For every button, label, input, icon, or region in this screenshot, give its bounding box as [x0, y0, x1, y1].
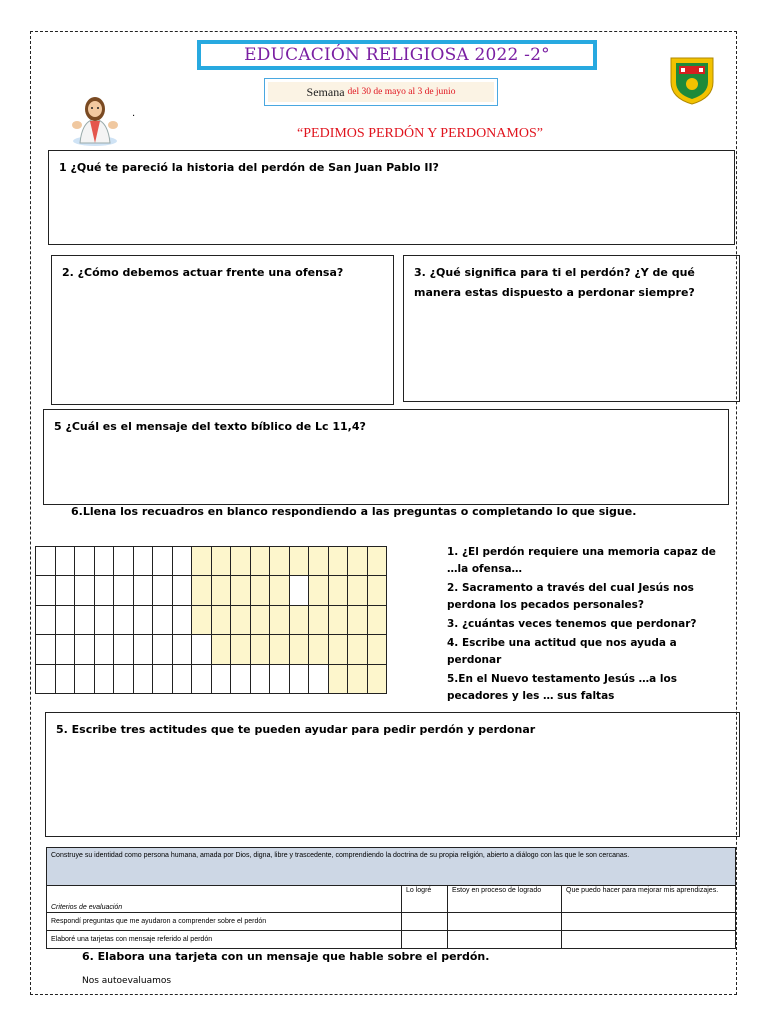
crossword-grid: [35, 546, 387, 694]
week-banner: [264, 78, 498, 106]
crossword-cell[interactable]: [348, 635, 368, 664]
col-in-progress: Estoy en proceso de logrado: [448, 886, 562, 913]
crossword-cell[interactable]: [153, 547, 173, 576]
crossword-cell[interactable]: [289, 605, 309, 634]
crossword-cell[interactable]: [114, 664, 134, 693]
crossword-cell[interactable]: [289, 635, 309, 664]
crossword-cell[interactable]: [192, 664, 212, 693]
week-dates: del 30 de mayo al 3 de junio: [347, 87, 456, 97]
crossword-cell[interactable]: [309, 664, 329, 693]
crossword-cell[interactable]: [289, 576, 309, 605]
week-label: Semana: [306, 84, 345, 99]
crossword-cell[interactable]: [367, 576, 387, 605]
crossword-cell[interactable]: [211, 547, 231, 576]
crossword-cell[interactable]: [309, 605, 329, 634]
crossword-cell[interactable]: [250, 605, 270, 634]
lesson-subtitle: “PEDIMOS PERDÓN Y PERDONAMOS”: [297, 126, 543, 141]
crossword-cell[interactable]: [348, 576, 368, 605]
crossword-cell[interactable]: [192, 635, 212, 664]
clue-2: 2. Sacramento a través del cual Jesús nos perdona los pecados personales?: [447, 582, 694, 611]
crossword-cell[interactable]: [270, 664, 290, 693]
question-2-text: 2. ¿Cómo debemos actuar frente una ofensa?: [62, 266, 344, 279]
col-improve: Que puedo hacer para mejorar mis aprendizajes.: [562, 886, 736, 913]
crossword-cell[interactable]: [270, 605, 290, 634]
improve-cell[interactable]: [562, 931, 736, 949]
crossword-cell[interactable]: [367, 605, 387, 634]
crossword-cell[interactable]: [211, 635, 231, 664]
crossword-cell[interactable]: [133, 547, 153, 576]
criteria-row-2: Elaboré una tarjetas con mensaje referido al perdón: [47, 931, 402, 949]
crossword-cell[interactable]: [94, 576, 114, 605]
crossword-cell[interactable]: [133, 605, 153, 634]
question-6-text: 6. Elabora una tarjeta con un mensaje que hable sobre el perdón.: [82, 950, 490, 963]
table-row: [47, 931, 736, 949]
crossword-cell[interactable]: [153, 605, 173, 634]
crossword-cell[interactable]: [250, 635, 270, 664]
question-1-box[interactable]: [48, 150, 735, 245]
in-progress-cell[interactable]: [448, 913, 562, 931]
crossword-cell[interactable]: [114, 605, 134, 634]
crossword-cell[interactable]: [36, 605, 56, 634]
question-1-text: 1 ¿Qué te pareció la historia del perdón de San Juan Pablo II?: [59, 161, 439, 174]
criteria-header: Criterios de evaluación: [47, 886, 402, 913]
crossword-cell[interactable]: [309, 576, 329, 605]
crossword-cell[interactable]: [75, 635, 95, 664]
col-achieved: Lo logré: [402, 886, 448, 913]
clue-1: 1. ¿El perdón requiere una memoria capaz de …la ofensa…: [447, 546, 716, 575]
crossword-cell[interactable]: [172, 547, 192, 576]
crossword-cell[interactable]: [55, 605, 75, 634]
crossword-cell[interactable]: [153, 664, 173, 693]
achieved-cell[interactable]: [402, 931, 448, 949]
attitudes-question-box[interactable]: [45, 712, 740, 837]
improve-cell[interactable]: [562, 913, 736, 931]
crossword-cell[interactable]: [133, 664, 153, 693]
crossword-cell[interactable]: [328, 605, 348, 634]
crossword-cell[interactable]: [348, 605, 368, 634]
crossword-cell[interactable]: [289, 547, 309, 576]
question-5-box[interactable]: [43, 409, 729, 505]
crossword-cell[interactable]: [231, 605, 251, 634]
crossword-cell[interactable]: [367, 635, 387, 664]
self-evaluation-label: Nos autoevaluamos: [82, 976, 172, 986]
crossword-cell[interactable]: [367, 664, 387, 693]
crossword-cell[interactable]: [172, 635, 192, 664]
question-3-text: 3. ¿Qué significa para ti el perdón? ¿Y de qué manera estas dispuesto a perdonar siempre?: [414, 266, 695, 299]
crossword-cell[interactable]: [55, 576, 75, 605]
crossword-cell[interactable]: [36, 547, 56, 576]
crossword-cell[interactable]: [114, 547, 134, 576]
crossword-cell[interactable]: [270, 547, 290, 576]
crossword-cell[interactable]: [270, 635, 290, 664]
crossword-cell[interactable]: [367, 547, 387, 576]
crossword-cell[interactable]: [55, 547, 75, 576]
question-5-text: 5 ¿Cuál es el mensaje del texto bíblico de Lc 11,4?: [54, 420, 366, 433]
in-progress-cell[interactable]: [448, 931, 562, 949]
crossword-cell[interactable]: [231, 576, 251, 605]
evaluation-table: [46, 847, 736, 949]
crossword-cell[interactable]: [309, 635, 329, 664]
crossword-cell[interactable]: [250, 576, 270, 605]
crossword-cell[interactable]: [328, 576, 348, 605]
crossword-cell[interactable]: [75, 664, 95, 693]
crossword-cell[interactable]: [153, 576, 173, 605]
crossword-cell[interactable]: [133, 576, 153, 605]
crossword-cell[interactable]: [94, 635, 114, 664]
question-2-box[interactable]: [51, 255, 394, 405]
dot-mark: .: [132, 108, 136, 119]
crossword-cell[interactable]: [94, 547, 114, 576]
achieved-cell[interactable]: [402, 913, 448, 931]
competency-text: Construye su identidad como persona humana, amada por Dios, digna, libre y trascedente, comprendiendo la doctrina de su propia religión, abierto a diálogo con las que le son cercanas.: [47, 848, 736, 886]
attitudes-question-text: 5. Escribe tres actitudes que te pueden ayudar para pedir perdón y perdonar: [56, 723, 536, 736]
crossword-cell[interactable]: [211, 605, 231, 634]
crossword-cell[interactable]: [211, 576, 231, 605]
crossword-cell[interactable]: [250, 664, 270, 693]
school-crest-icon: [667, 54, 717, 106]
crossword-cell[interactable]: [36, 635, 56, 664]
crossword-cell[interactable]: [289, 664, 309, 693]
crossword-cell[interactable]: [250, 547, 270, 576]
crossword-cell[interactable]: [192, 605, 212, 634]
crossword-cell[interactable]: [192, 576, 212, 605]
crossword-cell[interactable]: [211, 664, 231, 693]
crossword-cell[interactable]: [328, 635, 348, 664]
clue-3: 3. ¿cuántas veces tenemos que perdonar?: [447, 618, 697, 630]
crossword-cell[interactable]: [75, 605, 95, 634]
crossword-cell[interactable]: [94, 664, 114, 693]
crossword-cell[interactable]: [94, 605, 114, 634]
crossword-cell[interactable]: [309, 547, 329, 576]
crossword-cell[interactable]: [172, 605, 192, 634]
crossword-instruction: 6.Llena los recuadros en blanco respondiendo a las preguntas o completando lo que sigue.: [71, 505, 637, 518]
crossword-cell[interactable]: [231, 547, 251, 576]
crossword-cell[interactable]: [172, 664, 192, 693]
crossword-cell[interactable]: [270, 576, 290, 605]
question-3-box[interactable]: [403, 255, 740, 402]
crossword-cell[interactable]: [75, 576, 95, 605]
crossword-cell[interactable]: [231, 635, 251, 664]
crossword-cell[interactable]: [328, 664, 348, 693]
crossword-cell[interactable]: [192, 547, 212, 576]
crossword-cell[interactable]: [55, 664, 75, 693]
crossword-cell[interactable]: [133, 635, 153, 664]
clue-5: 5.En el Nuevo testamento Jesús …a los pecadores y les … sus faltas: [447, 673, 677, 702]
crossword-cell[interactable]: [75, 547, 95, 576]
crossword-cell[interactable]: [36, 576, 56, 605]
crossword-cell[interactable]: [36, 664, 56, 693]
criteria-row-1: Respondí preguntas que me ayudaron a comprender sobre el perdón: [47, 913, 402, 931]
crossword-cell[interactable]: [348, 547, 368, 576]
crossword-cell[interactable]: [114, 635, 134, 664]
jesus-clipart-icon: [70, 95, 120, 147]
clue-4: 4. Escribe una actitud que nos ayuda a perdonar: [447, 637, 677, 666]
crossword-cell[interactable]: [153, 635, 173, 664]
title-banner: [197, 40, 597, 70]
crossword-clues: [447, 544, 725, 707]
crossword-cell[interactable]: [55, 635, 75, 664]
crossword-cell[interactable]: [114, 576, 134, 605]
crossword-cell[interactable]: [328, 547, 348, 576]
page-title: EDUCACIÓN RELIGIOSA 2022 -2°: [201, 44, 593, 66]
crossword-cell[interactable]: [172, 576, 192, 605]
table-row: [47, 913, 736, 931]
crossword-cell[interactable]: [231, 664, 251, 693]
crossword-cell[interactable]: [348, 664, 368, 693]
